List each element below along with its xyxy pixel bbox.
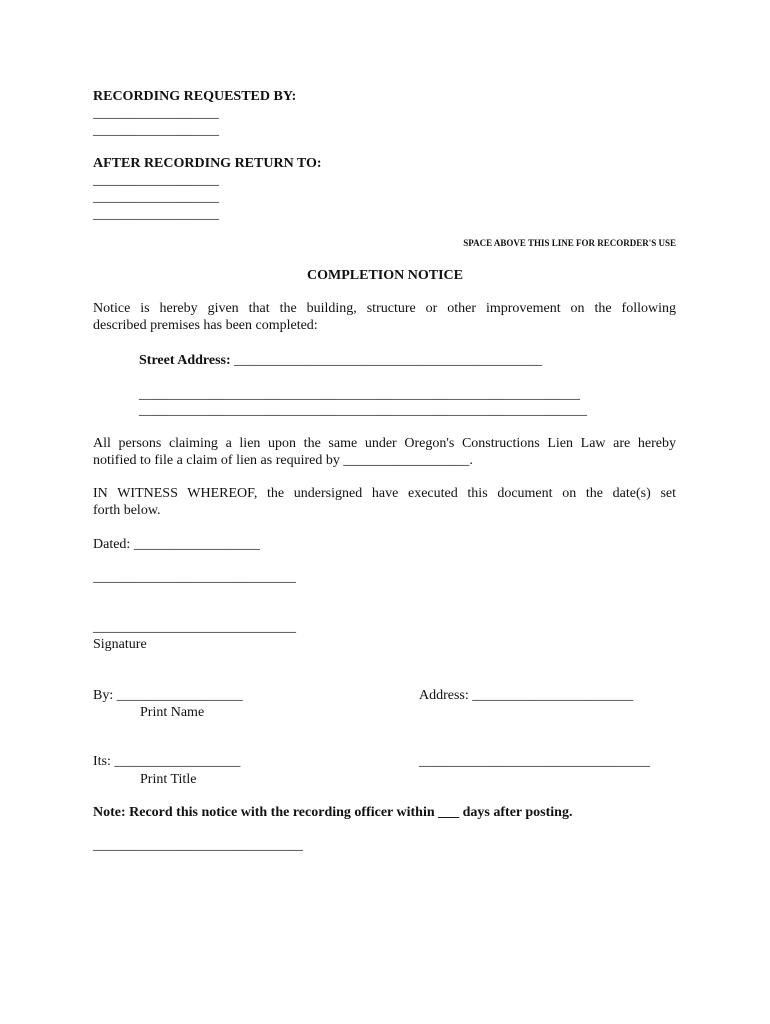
address-field: Address: _______________________ <box>419 688 634 703</box>
print-name-label: Print Name <box>140 705 205 720</box>
requested-blank-line-2: __________________ <box>93 123 219 138</box>
document-title: COMPLETION NOTICE <box>307 268 463 283</box>
signature-blank-2: _____________________________ <box>93 620 296 635</box>
witness-line-1: IN WITNESS WHEREOF, the undersigned have executed this document on the date(s) set <box>93 486 676 501</box>
by-field: By: __________________ <box>93 688 243 703</box>
return-blank-line-1: __________________ <box>93 173 219 188</box>
notice-line-1: Notice is hereby given that the building, structure or other improvement on the following <box>93 301 676 316</box>
witness-line-2: forth below. <box>93 503 161 518</box>
recording-requested-heading: RECORDING REQUESTED BY: <box>93 89 297 104</box>
return-blank-line-2: __________________ <box>93 190 219 205</box>
its-field: Its: __________________ <box>93 754 241 769</box>
footer-blank-line: ______________________________ <box>93 838 303 853</box>
street-address-row <box>139 352 542 369</box>
street-address-label: Street Address: <box>139 353 231 368</box>
return-to-heading: AFTER RECORDING RETURN TO: <box>93 156 322 171</box>
lien-line-2: notified to file a claim of lien as required by __________________. <box>93 453 473 468</box>
signature-blank-1: _____________________________ <box>93 570 296 585</box>
requested-blank-line-1: __________________ <box>93 106 219 121</box>
lien-line-1: All persons claiming a lien upon the same under Oregon's Constructions Lien Law are hereby <box>93 436 676 451</box>
address-blank-line-2: _______________________________________________________________ <box>139 387 580 402</box>
address-blank: _________________________________ <box>419 754 650 769</box>
recording-note: Note: Record this notice with the recording officer within ___ days after posting. <box>93 805 573 820</box>
dated-field: Dated: __________________ <box>93 537 260 552</box>
recorder-use-note: SPACE ABOVE THIS LINE FOR RECORDER'S USE <box>463 238 676 248</box>
notice-line-2: described premises has been completed: <box>93 318 318 333</box>
return-blank-line-3: __________________ <box>93 207 219 222</box>
signature-label: Signature <box>93 637 147 652</box>
print-title-label: Print Title <box>140 772 197 787</box>
street-address-blank: ____________________________________________ <box>234 353 543 368</box>
address-blank-line-3: ________________________________________________________________ <box>139 403 587 418</box>
